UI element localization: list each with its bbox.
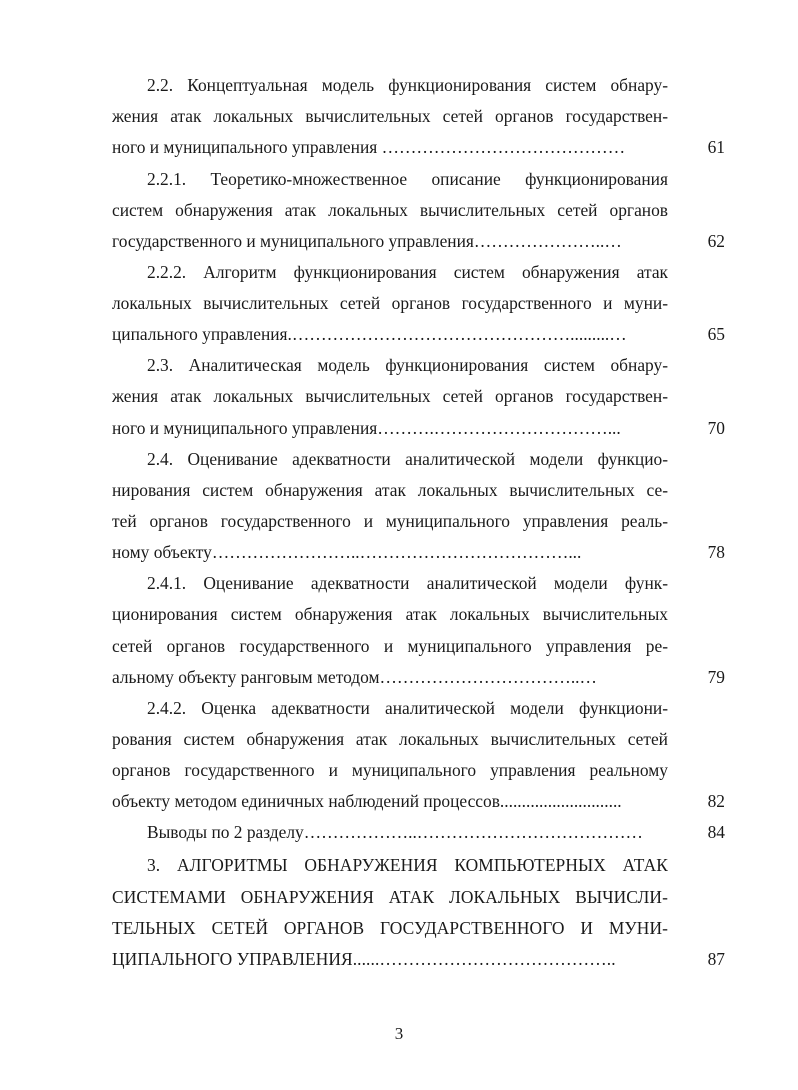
toc-entry-page: 82 bbox=[707, 791, 725, 811]
toc-entry-line: нирования систем обнаружения атак локальных вычислительных се- bbox=[112, 480, 668, 500]
toc-entry-line: ЦИПАЛЬНОГО УПРАВЛЕНИЯ......………………………………….. bbox=[112, 949, 616, 969]
toc-entry-line: ному объекту……………………..………………………………... bbox=[112, 542, 582, 562]
toc-entry-page: 87 bbox=[707, 949, 725, 969]
toc-entry-line: рования систем обнаружения атак локальных вычислительных сетей bbox=[112, 729, 668, 749]
toc-entry-page: 70 bbox=[707, 418, 725, 438]
toc-entry-page: 78 bbox=[707, 542, 725, 562]
toc-entry-line: 2.2.1. Теоретико-множественное описание функционирования bbox=[147, 169, 668, 189]
toc-entry-line: тей органов государственного и муниципального управления реаль- bbox=[112, 511, 668, 531]
page-number: 3 bbox=[394, 1024, 404, 1043]
toc-entry-line: сетей органов государственного и муниципального управления ре- bbox=[112, 636, 668, 656]
toc-entry-line: 2.3. Аналитическая модель функционирования систем обнару- bbox=[147, 355, 668, 375]
toc-entry-line: жения атак локальных вычислительных сетей органов государствен- bbox=[112, 106, 668, 126]
toc-entry-page: 61 bbox=[707, 137, 725, 157]
toc-entry-page: 84 bbox=[707, 822, 725, 842]
toc-entry-line: 2.2.2. Алгоритм функционирования систем обнаружения атак bbox=[147, 262, 668, 282]
toc-entry-line: объекту методом единичных наблюдений процессов............................ bbox=[112, 791, 622, 811]
toc-entry-page: 62 bbox=[707, 231, 725, 251]
toc-entry-line: СИСТЕМАМИ ОБНАРУЖЕНИЯ АТАК ЛОКАЛЬНЫХ ВЫЧИСЛИ- bbox=[112, 887, 668, 907]
toc-entry-line: ного и муниципального управления……….…………………………... bbox=[112, 418, 621, 438]
toc-entry-line: Выводы по 2 разделу………………..………………………………… bbox=[147, 822, 643, 842]
toc-entry-line: 2.4.1. Оценивание адекватности аналитической модели функ- bbox=[147, 573, 668, 593]
toc-entry-line: жения атак локальных вычислительных сетей органов государствен- bbox=[112, 386, 668, 406]
toc-entry-line: 2.4. Оценивание адекватности аналитической модели функцио- bbox=[147, 449, 668, 469]
toc-entry-page: 79 bbox=[707, 667, 725, 687]
toc-entry-line: 2.4.2. Оценка адекватности аналитической модели функциони- bbox=[147, 698, 668, 718]
toc-entry-page: 65 bbox=[707, 324, 725, 344]
toc-entry-line: локальных вычислительных сетей органов государственного и муни- bbox=[112, 293, 668, 313]
toc-entry-line: ного и муниципального управления …………………………………… bbox=[112, 137, 626, 157]
toc-entry-line: ципального управления.………………………………………….........… bbox=[112, 324, 627, 344]
toc-entry-line: ционирования систем обнаружения атак локальных вычислительных bbox=[112, 604, 668, 624]
toc-entry-line: систем обнаружения атак локальных вычислительных сетей органов bbox=[112, 200, 668, 220]
toc-entry-line: ТЕЛЬНЫХ СЕТЕЙ ОРГАНОВ ГОСУДАРСТВЕННОГО И МУНИ- bbox=[112, 918, 668, 938]
toc-entry-line: альному объекту ранговым методом……………………………..… bbox=[112, 667, 597, 687]
toc-entry-line: государственного и муниципального управления…………………..… bbox=[112, 231, 622, 251]
toc-entry-line: 2.2. Концептуальная модель функционирования систем обнару- bbox=[147, 75, 668, 95]
toc-entry-line: 3. АЛГОРИТМЫ ОБНАРУЖЕНИЯ КОМПЬЮТЕРНЫХ АТАК bbox=[147, 855, 668, 875]
toc-entry-line: органов государственного и муниципального управления реальному bbox=[112, 760, 668, 780]
